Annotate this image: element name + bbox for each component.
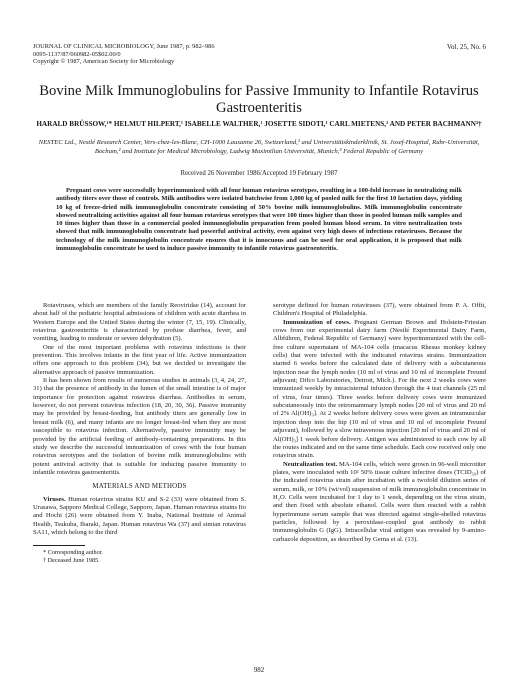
abstract: Pregnant cows were successfully hyperimmunized with all four human rotavirus serotypes, resulting in a 100-fold increase in neutralizing milk antibody titers over those of controls. Milk antibodies were isolated batchwise from 1,000 kg of pooled milk for the first 10 lactation days, yielding 10 kg of freeze-dried milk immunoglobulin concentrate consisting of 50% bovine milk immunoglobulins. Milk immunoglobulin concentrate showed neutralizing activities against all four human rotavirus serotypes that were 100 times higher than those in pooled human milk samples and 10 times higher than those in a commercial pooled immunoglobulin preparation from pooled human blood serum. In vitro neutralization tests showed that milk immunoglobulin concentrate had powerful antiviral activity, even against very high doses of infectious rotaviruses. Because the technology of the milk immunoglobulin concentrate ensures that it is innocuous and can be used for oral application, it is proposed that milk immunoglobulin concentrate be used to induce passive immunity to infantile rotavirus gastroenteritis. <box>56 187 462 253</box>
intro-paragraph-2: One of the most important problems with rotavirus infections is their prevention. This involves infants in the first year of life. Active immunization offers one approach to this problem (34), but we decided to investigate the alternative approach of passive immunization. <box>33 343 246 376</box>
viruses-text: Human rotavirus strains KU and S-2 (33) were obtained from S. Urasawa, Sapporo Medical College, Sapporo, Japan. Human rotavirus strains Ito and Hochi (26) were obtained from Y. Inaba, National Institute of Animal Health, Tsukuba, Ibaraki, Japan. Human rotavirus Wa (37) and simian rotavirus SA11, which belong to the third <box>33 495 246 536</box>
article-title: Bovine Milk Immunoglobulins for Passive Immunity to Infantile Rotavirus Gastroenteritis <box>39 83 479 116</box>
journal-line: JOURNAL OF CLINICAL MICROBIOLOGY, June 1987, p. 982–986 <box>33 43 215 50</box>
neutralization-text: MA-104 cells, which were grown in 96-well microtiter plates, were inoculated with 10² 50% tissue culture infective doses (TCID₅₀) of the indicated rotavirus strain after incubation with a twofold dilution series of serum, milk, or 10% (wt/vol) suspension of milk immunoglobulin concentrate in H₂O. Cells were incubated for 1 day to 1 week, depending on the virus strain, and then fixed with absolute ethanol. Cells were then reacted with a rabbit hyperimmune serum sample that was directed against single-shelled rotavirus particles, followed by a peroxidase-coupled goat antibody to rabbit immunoglobulin G (IgG). Intracellular viral antigen was revealed by 9-amino-carbazole deposition, as described by Gerna et al. (13). <box>273 460 486 543</box>
viruses-heading: Viruses. <box>43 495 66 503</box>
continued-paragraph: serotype defined for human rotaviruses (37), were obtained from P. A. Offit, Children's Hospital of Philadelphia. <box>273 302 486 318</box>
immunization-paragraph <box>273 319 486 461</box>
volume-issue: Vol. 25, No. 6 <box>446 43 486 51</box>
page-number: 982 <box>253 666 265 674</box>
author-affiliations: NESTEC Ltd., Nestlé Research Center, Vers-chez-les-Blanc, CH-1000 Lausanne 26, Switzerland,¹ and Universitätskinderklinik, St. Josef-Hospital, Ruhr-Universität, Bochum,² and Institute for Medical Microbiology, Ludwig Maximilian Universität, Munich,³ Federal Republic of Germany <box>38 139 480 155</box>
viruses-paragraph <box>33 496 246 538</box>
issn-line: 0095-1137/87/060982-05$02.00/0 <box>33 50 121 58</box>
section-heading-methods: MATERIALS AND METHODS <box>92 483 187 491</box>
footnote-rule <box>33 545 85 546</box>
footnote-corresponding-author: * Corresponding author. <box>43 549 103 557</box>
author-list: HARALD BRÜSSOW,¹* HELMUT HILPERT,¹ ISABELLE WALTHER,¹ JOSETTE SIDOTI,¹ CARL MIETENS,² AND PETER BACHMANN³† <box>36 120 482 128</box>
journal-citation <box>33 43 215 66</box>
immunization-text: Pregnant German Brown and Holstein-Friesian cows from our experimental dairy farm (Nestlé Experimental Dairy Farm, Albführen, Federal Republic of Germany) were hyperimmunized with the cell-free culture supernatant of MA-104 cells (macacus Rhesus monkey kidney cells) that were infected with the indicated rotavirus strains. Immunization started 6 weeks before the calculated date of delivery with a subcutaneous injection near the lymph nodes (10 ml of virus and 10 ml of incomplete Freund adjuvant; Difco Laboratories, Detroit, Mich.). For the next 2 weeks cows were immunized weekly by intracisternal infusion through the 4 teat channels (25 ml of virus, four times). Three weeks before delivery cows were immunized subcutaneously into the retromammary lymph nodes [20 ml of virus and 20 ml of 2% Al(OH)₃]. At 2 weeks before delivery cows were given an intramuscular injection deep into the hip (10 ml of virus and 10 ml of incomplete Freund adjuvant), followed by a slow intravenous injection [20 ml of virus and 20 ml of Al(OH)₃] 1 week before delivery. Antigen was administered to each cow by all the routes indicated and on the same time schedule. Each cow received only one rotavirus strain. <box>273 318 486 460</box>
immunization-heading: Immunization of cows. <box>283 318 351 326</box>
footnote-deceased: † Deceased June 1985. <box>43 557 100 565</box>
intro-paragraph-1: Rotaviruses, which are members of the family Reoviridae (14), account for about half of the pediatric hospital admissions of children with acute diarrhea in Western Europe and the United States during the winter (7, 15, 19). Clinically, rotavirus gastroenteritis is characterized by profuse diarrhea, fever, and vomiting, leading to moderate or severe dehydration (5). <box>33 302 246 343</box>
neutralization-heading: Neutralization test. <box>283 460 338 468</box>
copyright-line: Copyright © 1987, American Society for Microbiology <box>33 58 175 66</box>
intro-paragraph-3: It has been shown from results of numerous studies in animals (3, 4, 24, 27, 31) that the presence of antibody in the lumen of the small intestine is of major importance for protection against rotavirus diarrhea. Antibodies in serum, however, do not prevent rotavirus infection (18, 20, 30, 36). Passive immunity may be provided by breast-feeding, but antibody titers are generally low in breast milk (6), and many infants are no longer breast-fed when they are most susceptible to rotavirus infection. Alternatively, passive immunity may be provided by the artificial feeding of antibody-containing preparations. In this study we describe the successful immunization of cows with the four human rotavirus serotypes and the isolation of bovine milk immunoglobulins with potent antiviral activity that is suitable for inducing passive immunity to infantile rotavirus gastroenteritis. <box>33 377 246 476</box>
left-column <box>33 302 246 565</box>
right-column <box>273 302 486 544</box>
received-dates: Received 26 November 1986/Accepted 19 February 1987 <box>180 170 338 177</box>
neutralization-paragraph <box>273 461 486 544</box>
